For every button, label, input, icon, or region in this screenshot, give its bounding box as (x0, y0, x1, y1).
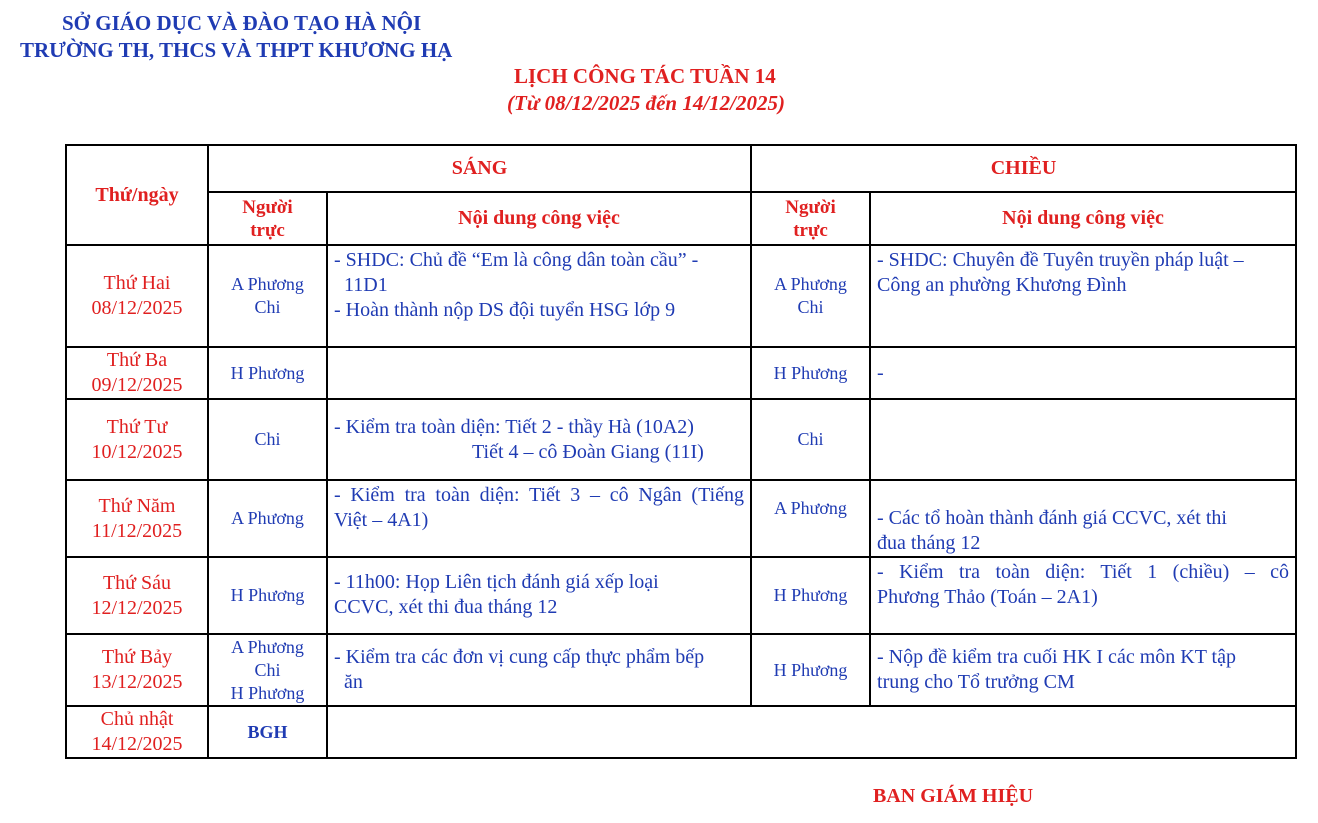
morning-person-cell (208, 634, 327, 706)
morning-task-cell (327, 347, 751, 399)
person-name: A Phương (231, 508, 304, 528)
afternoon-person-cell (751, 245, 870, 347)
person-header-line1: Người (785, 196, 836, 218)
morning-person-cell (208, 399, 327, 480)
date-range: (Từ 08/12/2025 đến 14/12/2025) (507, 91, 785, 115)
page-title: LỊCH CÔNG TÁC TUẦN 14 (514, 64, 776, 88)
person-name: Chi (797, 429, 824, 449)
morning-person-cell (208, 347, 327, 399)
person-name: H Phương (230, 585, 305, 605)
person-name: Chi (254, 659, 281, 680)
task-line: đua tháng 12 (877, 532, 981, 554)
day-cell (66, 347, 208, 399)
header-row-2 (66, 192, 1296, 245)
day-name: Thứ Ba (106, 349, 168, 371)
afternoon-content-header: Nội dung công việc (870, 192, 1296, 245)
table-row (66, 347, 1296, 399)
morning-person-header (208, 192, 327, 245)
person-name: Chi (254, 429, 281, 449)
afternoon-task-cell (870, 480, 1296, 557)
task-line: - (877, 361, 884, 384)
task-line: - SHDC: Chủ đề “Em là công dân toàn cầu” - (334, 249, 699, 271)
task-line: Công an phường Khương Đình (877, 274, 1127, 296)
morning-person-cell (208, 480, 327, 557)
table-row (66, 557, 1296, 634)
person-name: H Phương (773, 585, 848, 605)
morning-task-cell (327, 480, 751, 557)
task-line: Tiết 4 – cô Đoàn Giang (11I) (472, 440, 704, 463)
day-cell (66, 557, 208, 634)
table-row (66, 706, 1296, 758)
person-name: H Phương (230, 682, 305, 703)
afternoon-person-cell (751, 634, 870, 706)
person-name: Chi (797, 297, 824, 317)
day-date: 09/12/2025 (91, 374, 183, 396)
task-line: 11D1 (344, 274, 388, 296)
person-header-line2: trực (250, 219, 285, 241)
morning-task-cell (327, 399, 751, 480)
day-date: 13/12/2025 (91, 671, 183, 693)
person-header-line2: trực (793, 219, 828, 241)
signoff: BAN GIÁM HIỆU (873, 785, 1034, 807)
task-line: Việt – 4A1) (334, 509, 429, 531)
person-header-line1: Người (242, 196, 293, 218)
day-name: Thứ Bảy (101, 646, 173, 668)
morning-header: SÁNG (208, 145, 751, 192)
day-cell (66, 634, 208, 706)
day-date: 08/12/2025 (91, 297, 183, 319)
person-name: H Phương (230, 362, 305, 383)
table-row (66, 634, 1296, 706)
day-name: Thứ Năm (98, 494, 176, 517)
table-row (66, 245, 1296, 347)
person-name: A Phương (231, 636, 304, 657)
afternoon-header: CHIỀU (751, 145, 1296, 192)
task-line: - 11h00: Họp Liên tịch đánh giá xếp loại (334, 571, 659, 593)
afternoon-task-cell (870, 399, 1296, 480)
task-line: - Nộp đề kiểm tra cuối HK I các môn KT tập (877, 646, 1236, 668)
task-line: - Kiểm tra toàn diện: Tiết 1 (chiều) – cô (877, 561, 1290, 583)
day-date: 11/12/2025 (91, 519, 183, 542)
task-line: - Kiểm tra toàn diện: Tiết 3 – cô Ngân (Tiếng (334, 484, 745, 506)
day-cell (66, 245, 208, 347)
table-row (66, 480, 1296, 557)
task-line: trung cho Tổ trưởng CM (877, 671, 1075, 693)
afternoon-person-header (751, 192, 870, 245)
day-cell (66, 706, 208, 758)
day-name: Thứ Tư (106, 415, 168, 438)
task-line: CCVC, xét thi đua tháng 12 (334, 596, 558, 618)
afternoon-person-cell (751, 557, 870, 634)
day-name: Thứ Sáu (102, 571, 172, 594)
afternoon-task-cell (870, 557, 1296, 634)
person-name: A Phương (774, 274, 847, 294)
afternoon-person-cell (751, 399, 870, 480)
day-name: Thứ Hai (103, 272, 171, 294)
task-line: - Kiểm tra các đơn vị cung cấp thực phẩm bếp (334, 646, 705, 668)
task-line: - Kiểm tra toàn diện: Tiết 2 - thầy Hà (10A2) (334, 415, 694, 438)
task-line: Phương Thảo (Toán – 2A1) (877, 586, 1098, 608)
afternoon-task-cell (870, 634, 1296, 706)
schedule-table (65, 144, 1297, 759)
day-date: 14/12/2025 (91, 733, 183, 755)
morning-content-header: Nội dung công việc (327, 192, 751, 245)
day-date: 10/12/2025 (91, 440, 183, 463)
morning-person-cell (208, 245, 327, 347)
morning-task-cell (327, 634, 751, 706)
header-row-1 (66, 145, 1296, 192)
afternoon-person-cell (751, 347, 870, 399)
sunday-task-cell (327, 706, 1296, 758)
task-line: - Hoàn thành nộp DS đội tuyển HSG lớp 9 (334, 299, 676, 321)
day-date: 12/12/2025 (91, 596, 183, 619)
day-name: Chủ nhật (100, 708, 174, 730)
person-name: A Phương (231, 274, 304, 294)
school-name: TRƯỜNG TH, THCS VÀ THPT KHƯƠNG HẠ (20, 38, 453, 62)
day-cell (66, 399, 208, 480)
task-line: - SHDC: Chuyên đề Tuyên truyền pháp luật – (877, 249, 1244, 271)
day-column-header: Thứ/ngày (66, 145, 208, 245)
morning-task-cell (327, 245, 751, 347)
person-name: A Phương (774, 498, 847, 518)
sunday-person-cell: BGH (208, 706, 327, 758)
department-name: SỞ GIÁO DỤC VÀ ĐÀO TẠO HÀ NỘI (62, 11, 422, 35)
day-cell (66, 480, 208, 557)
afternoon-task-cell (870, 347, 1296, 399)
afternoon-person-cell (751, 480, 870, 557)
person-name: H Phương (773, 362, 848, 383)
afternoon-task-cell (870, 245, 1296, 347)
person-name: Chi (254, 297, 281, 317)
morning-task-cell (327, 557, 751, 634)
person-name: H Phương (773, 659, 848, 680)
task-line: ăn (344, 671, 363, 693)
table-row (66, 399, 1296, 480)
task-line: - Các tổ hoàn thành đánh giá CCVC, xét thi (877, 507, 1227, 529)
morning-person-cell (208, 557, 327, 634)
